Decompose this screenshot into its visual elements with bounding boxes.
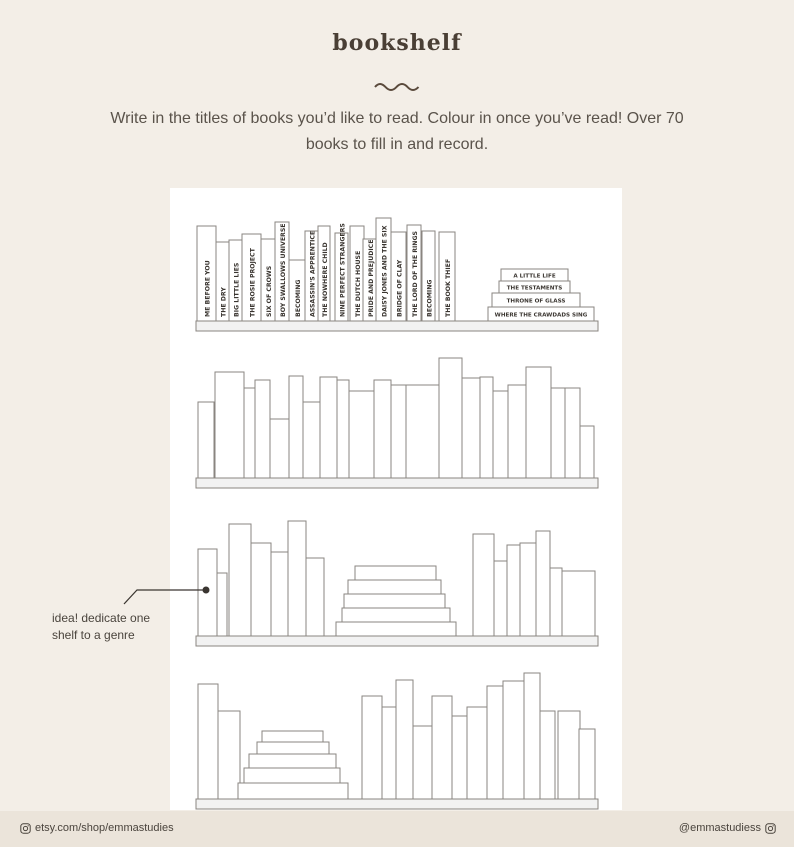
- book-spine-title: THE LORD OF THE RINGS: [412, 230, 419, 317]
- stacked-blank-book: [344, 594, 445, 608]
- book-spine-title: BRIDGE OF CLAY: [396, 259, 404, 317]
- blank-book: [452, 716, 467, 799]
- handle-link[interactable]: [679, 822, 776, 834]
- book-spine-title: SIX OF CROWS: [266, 265, 273, 317]
- blank-book: [288, 521, 306, 636]
- footer-bar: [0, 811, 794, 847]
- book-spine-title: PRIDE AND PREJUDICE: [368, 239, 375, 317]
- blank-book: [562, 571, 595, 636]
- shelf-plank: [196, 321, 598, 331]
- book-spine-title: BECOMING: [295, 279, 302, 317]
- blank-book: [374, 380, 391, 478]
- stacked-book-title: THE TESTAMENTS: [506, 285, 563, 292]
- blank-book: [198, 549, 217, 636]
- instagram-icon: [765, 823, 776, 834]
- social-handle: @emmastudiess: [678, 822, 761, 834]
- blank-book: [494, 561, 507, 636]
- blank-book: [550, 568, 562, 636]
- blank-book: [508, 385, 526, 478]
- blank-book: [507, 545, 520, 636]
- shelf-plank: [196, 636, 598, 646]
- stacked-blank-book: [262, 731, 323, 742]
- blank-book: [217, 573, 227, 636]
- blank-book: [391, 385, 406, 478]
- blank-book: [565, 388, 580, 478]
- stacked-blank-book: [342, 608, 450, 622]
- stacked-book-title: A LITTLE LIFE: [513, 273, 556, 280]
- book-spine-title: DAISY JONES AND THE SIX: [381, 225, 389, 317]
- blank-book: [526, 367, 551, 478]
- book-spine-title: ME BEFORE YOU: [204, 260, 212, 317]
- blank-book: [536, 531, 550, 636]
- book-spine-title: BECOMING: [426, 279, 434, 317]
- blank-book: [255, 380, 270, 478]
- shop-url: etsy.com/shop/emmastudies: [35, 822, 174, 834]
- squiggle-divider: [374, 80, 420, 92]
- blank-book: [218, 711, 240, 799]
- book-spine-title: THE DRY: [220, 287, 228, 317]
- blank-book: [349, 391, 374, 478]
- blank-book: [215, 372, 244, 478]
- blank-book: [580, 426, 594, 478]
- shelf-plank: [196, 478, 598, 488]
- bookshelf-sheet: [170, 188, 622, 810]
- blank-book: [198, 402, 214, 478]
- blank-book: [462, 378, 480, 478]
- blank-book: [337, 380, 349, 478]
- blank-book: [480, 377, 493, 478]
- stacked-blank-book: [348, 580, 441, 594]
- stacked-blank-book: [355, 566, 436, 580]
- blank-book: [579, 729, 595, 799]
- bookshelf-drawing: [170, 188, 622, 810]
- blank-book: [487, 686, 503, 799]
- blank-book: [382, 707, 396, 799]
- blank-book: [432, 696, 452, 799]
- blank-book: [198, 684, 218, 799]
- blank-book: [493, 391, 508, 478]
- blank-book: [439, 358, 462, 478]
- blank-book: [270, 419, 289, 478]
- blank-book: [251, 543, 271, 636]
- blank-book: [473, 534, 494, 636]
- book-spine-title: ASSASSIN'S APPRENTICE: [309, 230, 317, 317]
- shop-link[interactable]: [20, 822, 174, 834]
- instagram-icon: [20, 823, 31, 834]
- stacked-book-title: WHERE THE CRAWDADS SING: [494, 312, 588, 319]
- stacked-blank-book: [257, 742, 329, 754]
- book-spine-title: THE ROSIE PROJECT: [249, 248, 257, 317]
- stacked-book-title: THRONE OF GLASS: [506, 298, 566, 305]
- blank-book: [320, 377, 337, 478]
- blank-book: [524, 673, 540, 799]
- book-spine-title: THE BOOK THIEF: [445, 258, 452, 317]
- blank-book: [306, 558, 324, 636]
- blank-book: [271, 552, 288, 636]
- blank-book: [244, 388, 255, 478]
- shelf-plank: [196, 799, 598, 809]
- stacked-blank-book: [244, 768, 340, 783]
- book-spine-title: BIG LITTLE LIES: [233, 262, 241, 317]
- book-spine-title: BOY SWALLOWS UNIVERSE: [280, 223, 287, 317]
- blank-book: [558, 711, 580, 799]
- blank-book: [520, 543, 536, 636]
- book-spine-title: THE DUTCH HOUSE: [355, 250, 362, 317]
- blank-book: [406, 385, 439, 478]
- blank-book: [303, 402, 320, 478]
- blank-book: [467, 707, 487, 799]
- book-spine-title: THE NOWHERE CHILD: [322, 242, 329, 317]
- book-spine-title: NINE PERFECT STRANGERS: [339, 223, 347, 317]
- page-description: Write in the titles of books you’d like to read. Colour in once you’ve read! Over 70 books to fill in and record.: [110, 110, 684, 153]
- blank-book: [229, 524, 251, 636]
- page-title: bookshelf: [332, 30, 462, 56]
- callout-note: idea! dedicate one shelf to a genre: [52, 611, 151, 642]
- stacked-blank-book: [238, 783, 348, 799]
- stacked-blank-book: [249, 754, 336, 768]
- blank-book: [362, 696, 382, 799]
- blank-book: [551, 388, 565, 478]
- blank-book: [289, 376, 303, 478]
- stacked-blank-book: [336, 622, 456, 636]
- blank-book: [540, 711, 555, 799]
- blank-book: [413, 726, 432, 799]
- blank-book: [396, 680, 413, 799]
- blank-book: [503, 681, 524, 799]
